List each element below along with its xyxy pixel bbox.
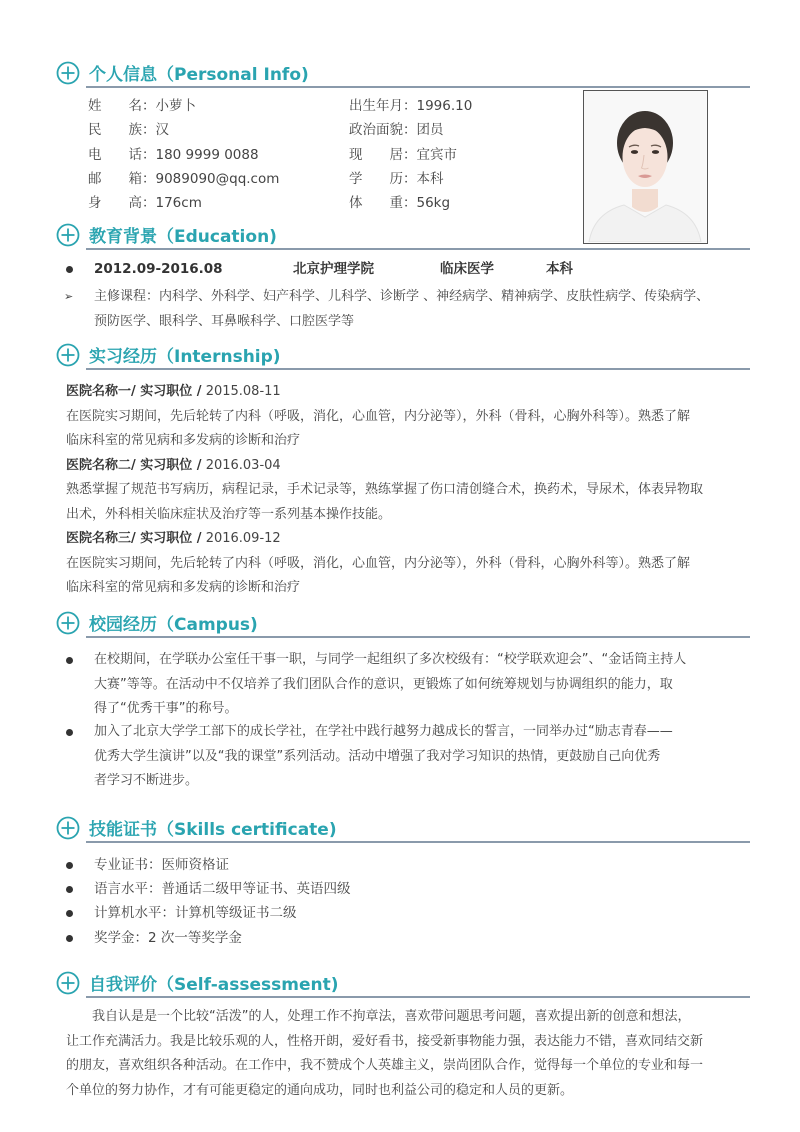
courses-line: 预防医学、眼科学、耳鼻喉科学、口腔医学等	[94, 313, 355, 329]
education-major: 临床医学	[440, 261, 494, 277]
campus-line: 在校期间，在学联办公室任干事一职，与同学一起组织了多次校级有：“校学联欢迎会”、“金话筒主持人	[94, 652, 687, 667]
info-phone	[88, 145, 259, 165]
info-label: 政治面貌：	[349, 122, 417, 138]
info-value: 宜宾市	[416, 147, 457, 163]
info-label: 出生年月：	[349, 98, 417, 114]
internship-date: 2015.08-11	[201, 384, 281, 399]
section-header-personal	[56, 59, 750, 89]
skill-item: 奖学金：2 次一等奖学金	[94, 930, 242, 946]
section-divider	[86, 996, 750, 998]
section-divider	[86, 368, 750, 370]
section-title: 技能证书（Skills certificate)	[89, 820, 337, 840]
info-value: 56kg	[416, 195, 451, 211]
internship-date: 2016.09-12	[201, 531, 281, 546]
info-value: 小萝卜	[155, 98, 196, 114]
section-divider	[86, 248, 750, 250]
skill-item: 专业证书：医师资格证	[94, 857, 229, 873]
skill-item: 计算机水平：计算机等级证书二级	[94, 905, 297, 921]
education-courses	[94, 285, 774, 334]
section-title: 实习经历（Internship)	[89, 347, 281, 367]
courses-line: 主修课程：内科学、外科学、妇产科学、儿科学、诊断学 、神经病学、精神病学、皮肤性病学、传染病学、	[94, 289, 710, 304]
info-email	[88, 169, 279, 189]
internship-entry	[66, 527, 766, 601]
self-assessment-line: 让工作充满活力。我是比较乐观的人，性格开朗，爱好看书，接受新事物能力强，表达能力不错，喜欢同结交新	[66, 1033, 704, 1049]
internship-desc: 临床科室的常见病和多发病的诊断和治疗	[66, 580, 301, 595]
self-assessment-line: 个单位的努力协作，才有可能更稳定的通向成功，同时也利益公司的稳定和人员的更新。	[66, 1082, 574, 1098]
internship-desc: 临床科室的常见病和多发病的诊断和治疗	[66, 433, 301, 448]
skill-item: 语言水平：普通话二级甲等证书、英语四级	[94, 881, 351, 897]
campus-item	[94, 720, 774, 794]
info-value: 本科	[416, 171, 444, 187]
bullet-icon	[66, 657, 73, 664]
info-height	[88, 193, 202, 213]
campus-line: 得了“优秀干事”的称号。	[94, 701, 238, 716]
self-assessment-line: 我自认是是一个比较“活泼”的人，处理工作不拘章法，喜欢带问题思考问题，喜欢提出新的创意和想法，	[66, 1009, 691, 1024]
campus-line: 大赛”等等。在活动中不仅培养了我们团队合作的意识，更锻炼了如何统筹规划与协调组织的能力，取	[94, 676, 673, 692]
education-school: 北京护理学院	[293, 261, 374, 277]
bullet-icon	[66, 729, 73, 736]
info-label: 学 历：	[349, 171, 417, 187]
internship-desc: 出术，外科相关临床症状及治疗等一系列基本操作技能。	[66, 506, 392, 522]
campus-line: 者学习不断进步。	[94, 773, 199, 788]
plus-circle-icon	[56, 61, 80, 85]
info-political	[349, 120, 444, 140]
self-assessment-text	[66, 1005, 766, 1103]
arrow-bullet-icon: ➢	[64, 290, 74, 303]
section-title: 教育背景（Education)	[89, 227, 277, 247]
info-value: 汉	[155, 122, 169, 138]
internship-title: 医院名称三/ 实习职位 /	[66, 531, 202, 546]
education-degree: 本科	[546, 261, 573, 277]
bullet-icon	[66, 935, 73, 942]
portrait-illustration	[584, 91, 706, 242]
info-label: 姓 名：	[88, 98, 156, 114]
campus-item	[94, 648, 774, 722]
info-value: 180 9999 0088	[155, 147, 259, 163]
bullet-icon	[66, 266, 73, 273]
bullet-icon	[66, 862, 73, 869]
section-divider	[86, 841, 750, 843]
plus-circle-icon	[56, 816, 80, 840]
plus-circle-icon	[56, 223, 80, 247]
plus-circle-icon	[56, 343, 80, 367]
internship-desc: 在医院实习期间，先后轮转了内科（呼吸，消化，心血管，内分泌等），外科（骨科，心胸外科等）。熟悉了解	[66, 555, 691, 571]
section-divider	[86, 86, 750, 88]
info-label: 民 族：	[88, 122, 156, 138]
info-value: 1996.10	[416, 98, 473, 114]
plus-circle-icon	[56, 971, 80, 995]
info-weight	[349, 193, 450, 213]
section-divider	[86, 636, 750, 638]
section-header-skills	[56, 814, 750, 844]
section-header-education	[56, 221, 750, 251]
plus-circle-icon	[56, 611, 80, 635]
campus-line: 加入了北京大学学工部下的成长学社，在学社中践行越努力越成长的誓言，一同举办过“励志青春——	[94, 724, 673, 739]
info-label: 体 重：	[349, 195, 417, 211]
section-title: 自我评价（Self-assessment)	[89, 975, 339, 995]
section-header-campus	[56, 609, 750, 639]
info-value: 9089090@qq.com	[155, 171, 280, 187]
section-title: 校园经历（Campus)	[89, 615, 258, 635]
internship-list	[66, 380, 766, 601]
internship-title: 医院名称一/ 实习职位 /	[66, 384, 202, 399]
section-title: 个人信息（Personal Info)	[89, 65, 309, 85]
info-value: 176cm	[155, 195, 202, 211]
internship-title: 医院名称二/ 实习职位 /	[66, 457, 202, 473]
info-name	[88, 96, 196, 116]
info-ethnicity	[88, 120, 169, 140]
campus-line: 优秀大学生演讲”以及“我的课堂”系列活动。活动中增强了我对学习知识的热情，更鼓励自己向优秀	[94, 748, 661, 764]
internship-desc: 在医院实习期间，先后轮转了内科（呼吸，消化，心血管，内分泌等），外科（骨科，心胸外科等）。熟悉了解	[66, 408, 691, 424]
info-label: 邮 箱：	[88, 171, 156, 187]
info-value: 团员	[416, 122, 444, 138]
info-label: 身 高：	[88, 195, 156, 211]
self-assessment-line: 的朋友，喜欢组织各种活动。在工作中，我不赞成个人英雄主义，崇尚团队合作，觉得每一个单位的专业和每一	[66, 1058, 704, 1073]
internship-date: 2016.03-04	[201, 457, 281, 473]
education-period: 2012.09-2016.08	[94, 261, 223, 277]
internship-entry	[66, 380, 766, 454]
info-birth	[349, 96, 472, 116]
bullet-icon	[66, 910, 73, 917]
info-label: 电 话：	[88, 147, 156, 163]
info-residence	[349, 145, 457, 165]
section-header-self-assessment	[56, 969, 750, 999]
info-label: 现 居：	[349, 147, 417, 163]
bullet-icon	[66, 886, 73, 893]
info-education-level	[349, 169, 444, 189]
internship-entry	[66, 454, 766, 528]
internship-desc: 熟悉掌握了规范书写病历，病程记录，手术记录等，熟练掌握了伤口清创缝合术，换药术，导尿术，体表异物取	[66, 482, 704, 497]
section-header-internship	[56, 341, 750, 371]
